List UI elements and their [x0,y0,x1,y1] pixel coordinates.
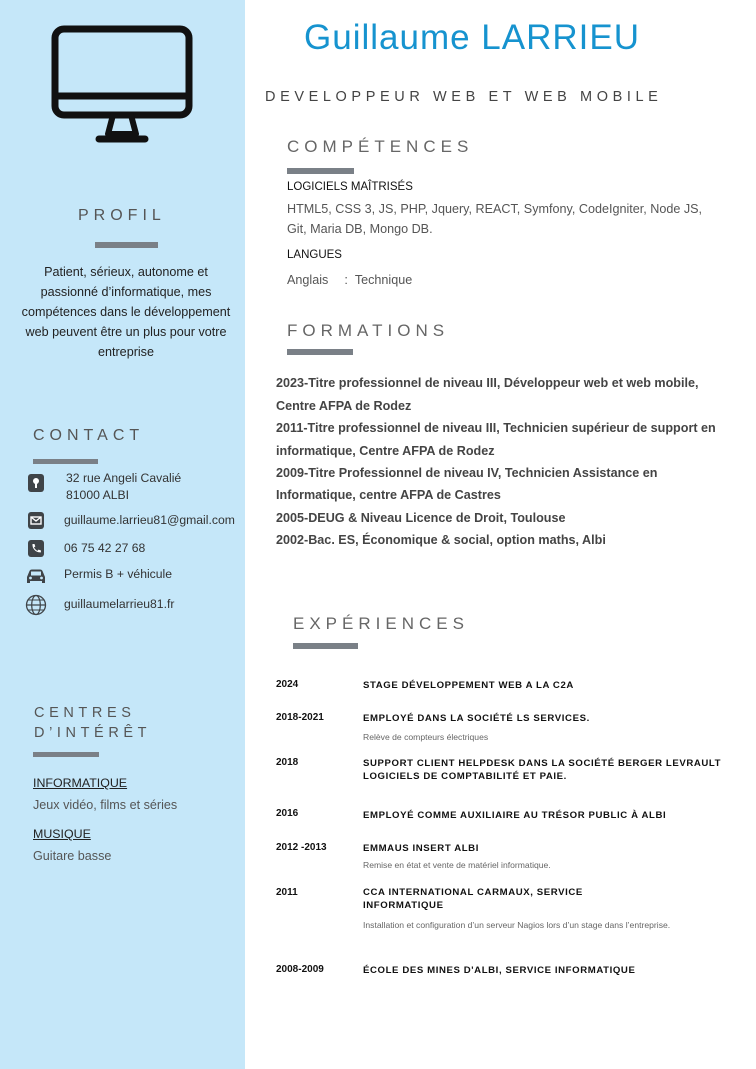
software-text: HTML5, CSS 3, JS, PHP, Jquery, REACT, Symfony, CodeIgniter, Node JS, Git, Maria DB, Mongo DB. [287,202,703,236]
experience-title: ÉCOLE DES MINES D'ALBI, SERVICE INFORMATIQUE [363,965,636,976]
experiences-title: EXPÉRIENCES [293,614,469,633]
phone-icon [25,538,47,560]
experience-desc: Relève de compteurs électriques [363,732,489,742]
person-name: Guillaume LARRIEU [304,18,640,57]
competences-title: COMPÉTENCES [287,137,474,156]
formation-line: 2023-Titre professionnel de niveau III, Développeur web et web mobile, [276,376,699,390]
phone-text[interactable]: 06 75 42 27 68 [64,541,146,555]
experience-year: 2018-2021 [276,712,324,723]
contact-phone[interactable] [25,538,145,560]
interest-text-informatique: Jeux vidéo, films et séries [33,798,178,812]
interest-label-informatique: INFORMATIQUE [33,776,128,790]
experience-title: CCA INTERNATIONAL CARMAUX, SERVICE INFORMATIQUE [363,887,583,911]
interests-title [34,703,151,743]
experience-year: 2016 [276,808,299,819]
formation-line: 2011-Titre professionnel de niveau III, Technicien supérieur de support en [276,421,716,435]
contact-website[interactable] [25,594,174,616]
formation-line: 2002-Bac. ES, Économique & social, option maths, Albi [276,533,606,547]
globe-icon [25,594,47,616]
language-name: Anglais [287,273,329,287]
license-text: Permis B + véhicule [64,567,173,581]
formations-divider [287,349,353,355]
formation-line: 2005-DEUG & Niveau Licence de Droit, Toulouse [276,511,566,525]
experience-title: EMPLOYÉ COMME AUXILIAIRE AU TRÉSOR PUBLIC À ALBI [363,810,667,821]
experience-title: EMMAUS INSERT ALBI [363,843,479,854]
formation-line: 2009-Titre Professionnel de niveau IV, Technicien Assistance en [276,466,658,480]
car-icon [25,565,47,587]
formations-title: FORMATIONS [287,321,450,340]
competences-divider [287,168,354,174]
contact-divider [33,459,98,464]
interests-title-line2: D’INTÉRÊT [34,725,152,741]
monitor-icon [50,24,195,149]
experience-title: EMPLOYÉ DANS LA SOCIÉTÉ LS SERVICES. [363,713,590,724]
interests-title-line1: CENTRES [34,705,136,721]
profil-title: PROFIL [78,207,166,224]
language-level: Technique [354,273,413,287]
website-text[interactable]: guillaumelarrieu81.fr [64,597,175,611]
contact-email[interactable] [25,510,235,532]
experience-desc: Installation et configuration d’un serveur Nagios lors d’un stage dans l’entreprise. [363,920,671,930]
location-pin-icon [25,472,47,494]
contact-address [25,470,181,504]
formation-line: Centre AFPA de Rodez [276,399,412,413]
experience-year: 2012 -2013 [276,842,327,853]
experiences-divider [293,643,358,649]
address-line2: 81000 ALBI [66,488,130,502]
experience-year: 2008-2009 [276,964,324,975]
experience-year: 2011 [276,887,298,898]
job-title: DEVELOPPEUR WEB ET WEB MOBILE [265,89,663,105]
interest-text-musique: Guitare basse [33,849,112,863]
sidebar [0,0,245,1069]
language-line [287,270,412,290]
experience-title: STAGE DÉVELOPPEMENT WEB A LA C2A [363,680,574,691]
experience-year: 2024 [276,679,299,690]
contact-license [25,565,172,587]
profil-divider [95,242,158,248]
language-separator: : [344,273,348,287]
formation-line: Informatique, centre AFPA de Castres [276,488,501,502]
formation-line: informatique, Centre AFPA de Rodez [276,444,495,458]
envelope-icon [25,510,47,532]
interests-divider [33,752,99,757]
profil-text: Patient, sérieux, autonome et passionné d’informatique, mes compétences dans le développement web peuvent être un plus pour votre entreprise [21,265,231,359]
experience-desc: Remise en état et vente de matériel informatique. [363,860,551,870]
address-line1: 32 rue Angeli Cavalié [66,471,182,485]
experience-year: 2018 [276,757,299,768]
email-text[interactable]: guillaume.larrieu81@gmail.com [64,513,235,527]
software-label: LOGICIELS MAÎTRISÉS [287,181,413,193]
languages-label: LANGUES [287,249,342,261]
experience-title: SUPPORT CLIENT HELPDESK DANS LA SOCIÉTÉ BERGER LEVRAULT LOGICIELS DE COMPTABILITÉ ET PAIE. [363,758,722,782]
interest-label-musique: MUSIQUE [33,827,91,841]
contact-title: CONTACT [33,427,145,444]
